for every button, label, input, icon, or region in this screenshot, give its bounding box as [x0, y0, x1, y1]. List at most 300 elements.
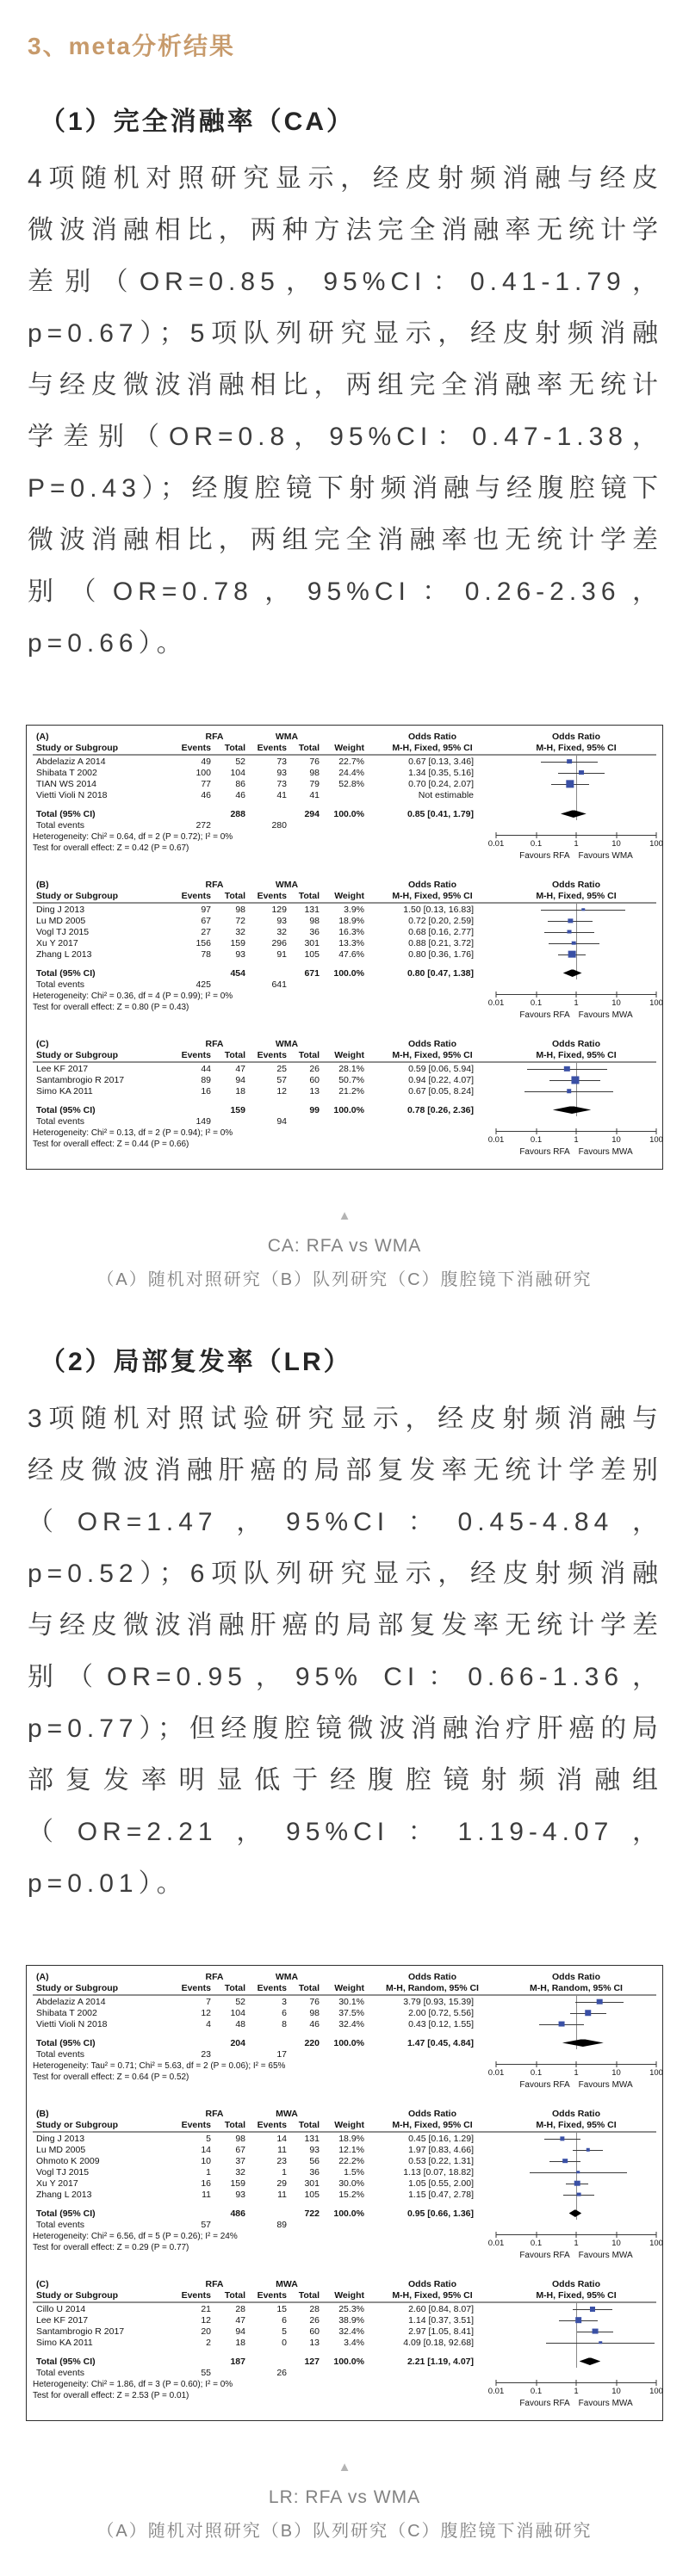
overall-effect-note: Test for overall effect: Z = 0.42 (P = 0.67): [33, 843, 189, 853]
group2-name: MWA: [276, 2278, 298, 2289]
table-cell: 4: [206, 2018, 211, 2029]
total-row: [33, 2037, 656, 2048]
axis-tick-label: 0.1: [530, 839, 543, 849]
figure-lr-caption-title: LR: RFA vs WMA: [268, 2487, 421, 2507]
footer-notes: [33, 831, 496, 866]
table-cell: 93: [276, 767, 287, 778]
axis-tick: [616, 991, 617, 998]
study-name: Xu Y 2017: [36, 937, 78, 948]
axis-tick-label: 10: [611, 998, 621, 1008]
table-cell: Weight: [334, 2120, 364, 2130]
table-cell: 6: [282, 2007, 287, 2018]
study-name: Shibata T 2002: [36, 2007, 97, 2018]
study-name: Abdelaziz A 2014: [36, 1996, 106, 2007]
study-row: [33, 2018, 656, 2029]
figure-lr-caption-note: （A）随机对照研究（B）队列研究（C）腹腔镜下消融研究: [96, 2522, 593, 2541]
axis-tick: [616, 2232, 617, 2238]
table-cell: Events: [181, 1983, 211, 1993]
effect-method-header: M-H, Fixed, 95% CI: [536, 1050, 617, 1060]
table-cell: 131: [304, 904, 320, 915]
summary-diamond: [561, 810, 587, 818]
table-cell: 36: [309, 926, 320, 937]
study-name: Lee KF 2017: [36, 2314, 89, 2326]
total-events-label: Total events: [36, 1115, 85, 1127]
table-cell: [496, 1115, 656, 1127]
table-cell: 98: [235, 2133, 245, 2144]
ci-text: 0.68 [0.16, 2.77]: [408, 926, 474, 937]
axis-tick: [616, 2380, 617, 2386]
log-axis: [487, 991, 663, 1025]
forest-section: [33, 1038, 663, 1162]
section-label: (B): [36, 879, 49, 890]
effect-square: [585, 2010, 592, 2017]
effect-square: [575, 2317, 582, 2324]
axis-tick: [496, 2232, 497, 2238]
ci-text: 2.00 [0.72, 5.56]: [408, 2007, 474, 2018]
table-cell: 13: [309, 1085, 320, 1096]
table-cell: 32.4%: [338, 2326, 364, 2337]
effect-square: [593, 2328, 599, 2334]
table-cell: 100.0%: [333, 1104, 364, 1115]
group2-name: WMA: [275, 879, 299, 890]
total-events-row: [33, 2219, 656, 2230]
section-footer: [33, 2060, 663, 2095]
odds-ratio-header: Odds Ratio: [407, 2108, 456, 2119]
axis-tick: [576, 2061, 577, 2067]
table-cell: 89: [276, 2219, 287, 2230]
ci-text: 0.59 [0.06, 5.94]: [408, 1063, 474, 1074]
section-label: (C): [36, 1038, 49, 1049]
effect-square: [577, 2171, 580, 2174]
effect-square: [567, 1089, 572, 1094]
effect-method-header: M-H, Fixed, 95% CI: [392, 2120, 473, 2130]
axis-tick-label: 0.1: [530, 2387, 543, 2396]
table-cell: 23: [201, 2048, 211, 2060]
overall-effect-note: Test for overall effect: Z = 0.80 (P = 0.43): [33, 1003, 189, 1012]
ci-text: 0.53 [0.22, 1.31]: [408, 2155, 474, 2166]
footer-notes: [33, 2379, 496, 2413]
odds-ratio-header: Odds Ratio: [551, 1038, 600, 1049]
column-header-row: [33, 742, 656, 756]
axis-tick: [496, 1128, 497, 1134]
total-label: Total (95% CI): [36, 967, 96, 979]
table-cell: 454: [230, 967, 245, 979]
table-cell: 91: [276, 948, 287, 960]
plot-cell: [496, 2356, 656, 2367]
group1-name: RFA: [205, 1971, 224, 1982]
table-cell: [496, 2219, 656, 2230]
table-cell: 93: [276, 915, 287, 926]
effect-method-header: M-H, Fixed, 95% CI: [392, 1050, 473, 1060]
summary-diamond: [553, 1106, 592, 1114]
total-events-row: [33, 1115, 656, 1127]
study-row: [33, 756, 656, 767]
table-cell: 77: [201, 778, 211, 789]
study-row: [33, 2133, 656, 2144]
table-cell: 100.0%: [333, 2208, 364, 2219]
table-cell: 3.4%: [344, 2337, 364, 2348]
figure-ca-caption-note: （A）随机对照研究（B）队列研究（C）腹腔镜下消融研究: [96, 1270, 593, 1289]
table-cell: 46: [235, 789, 245, 800]
heterogeneity-note: Heterogeneity: Chi² = 0.36, df = 4 (P = 0.99); I² = 0%: [33, 991, 233, 1001]
table-cell: 30.0%: [338, 2178, 364, 2189]
axis-tick: [536, 1128, 537, 1134]
section-label: (A): [36, 731, 49, 742]
table-cell: 11: [277, 2189, 287, 2200]
study-row: [33, 2144, 656, 2155]
table-cell: 12.1%: [338, 2144, 364, 2155]
table-cell: 24.4%: [338, 767, 364, 778]
table-cell: 26: [309, 2314, 320, 2326]
table-cell: 159: [230, 2178, 245, 2189]
total-events-label: Total events: [36, 979, 85, 990]
axis-tick: [576, 2232, 577, 2238]
study-name: TIAN WS 2014: [36, 778, 97, 789]
table-cell: 47.6%: [338, 948, 364, 960]
table-cell: 16.3%: [338, 926, 364, 937]
table-cell: 56: [309, 2155, 320, 2166]
ci-text: 0.43 [0.12, 1.55]: [408, 2018, 474, 2029]
favours-labels: Favours RFA Favours MWA: [519, 2251, 633, 2260]
total-events-row: [33, 2048, 656, 2060]
table-cell: 272: [196, 819, 211, 831]
table-cell: 44: [201, 1063, 211, 1074]
table-cell: 12: [201, 2314, 211, 2326]
table-cell: 86: [235, 778, 245, 789]
table-cell: 6: [282, 2314, 287, 2326]
axis-tick: [576, 2380, 577, 2386]
heterogeneity-note: Heterogeneity: Chi² = 0.64, df = 2 (P = 0.72); I² = 0%: [33, 832, 233, 842]
table-cell: 47: [235, 2314, 245, 2326]
study-row: [33, 904, 656, 915]
table-cell: 159: [230, 937, 245, 948]
table-cell: 5: [206, 2133, 211, 2144]
section-label: (C): [36, 2278, 49, 2289]
ci-text: 2.60 [0.84, 8.07]: [408, 2303, 474, 2314]
table-cell: 94: [276, 1115, 287, 1127]
table-cell: Study or Subgroup: [36, 1983, 119, 1993]
favours-labels: Favours RFA Favours MWA: [519, 2080, 633, 2090]
heterogeneity-note: Heterogeneity: Tau² = 0.71; Chi² = 5.63, df = 2 (P = 0.06); I² = 65%: [33, 2061, 286, 2071]
table-cell: 72: [235, 915, 245, 926]
effect-square: [559, 2021, 565, 2027]
table-cell: 100: [196, 767, 211, 778]
group1-name: RFA: [205, 2278, 224, 2289]
table-cell: 104: [230, 2007, 245, 2018]
total-ci-text: 0.80 [0.47, 1.38]: [407, 967, 474, 979]
table-cell: 11: [277, 2144, 287, 2155]
table-cell: 28: [309, 2303, 320, 2314]
overall-effect-note: Test for overall effect: Z = 0.64 (P = 0.52): [33, 2073, 189, 2082]
table-cell: Weight: [334, 1983, 364, 1993]
study-name: Abdelaziz A 2014: [36, 756, 106, 767]
table-cell: 32: [235, 2166, 245, 2178]
overall-effect-note: Test for overall effect: Z = 2.53 (P = 0.01): [33, 2391, 189, 2400]
table-cell: 41: [309, 789, 320, 800]
column-header-row: [33, 1049, 656, 1063]
group1-name: RFA: [205, 1038, 224, 1049]
table-cell: 15: [276, 2303, 287, 2314]
total-ci-text: 0.85 [0.41, 1.79]: [407, 808, 474, 819]
axis-tick-label: 0.1: [530, 2068, 543, 2078]
study-row: [33, 2303, 656, 2314]
heterogeneity-note: Heterogeneity: Chi² = 6.56, df = 5 (P = 0.26); I² = 24%: [33, 2232, 238, 2241]
effect-square: [590, 2306, 595, 2311]
effect-method-header: M-H, Random, 95% CI: [386, 1983, 479, 1993]
table-cell: 37: [235, 2155, 245, 2166]
study-name: Shibata T 2002: [36, 767, 97, 778]
study-name: Xu Y 2017: [36, 2178, 78, 2189]
table-cell: 30.1%: [338, 1996, 364, 2007]
table-cell: 98: [309, 767, 320, 778]
spacer-row: [33, 800, 656, 808]
table-cell: Study or Subgroup: [36, 1050, 119, 1060]
group-header-row: [33, 2108, 656, 2119]
table-cell: Events: [257, 743, 287, 753]
study-name: Vogl TJ 2015: [36, 926, 90, 937]
total-row: [33, 1104, 656, 1115]
ci-text: 4.09 [0.18, 92.68]: [403, 2337, 474, 2348]
study-row: [33, 2007, 656, 2018]
axis-tick: [536, 2380, 537, 2386]
effect-square: [564, 1066, 569, 1071]
table-cell: 48: [235, 2018, 245, 2029]
table-cell: Total: [224, 2290, 245, 2301]
table-cell: 67: [235, 2144, 245, 2155]
table-cell: 11: [202, 2189, 211, 2200]
effect-square: [597, 1998, 603, 2005]
table-cell: Weight: [334, 1050, 364, 1060]
figure-ca-caption-block: [26, 1209, 663, 1290]
effect-square: [599, 2341, 603, 2344]
favours-labels: Favours RFA Favours WMA: [519, 851, 633, 861]
study-row: [33, 2155, 656, 2166]
effect-square: [560, 2136, 564, 2140]
ci-text: 2.97 [1.05, 8.41]: [408, 2326, 474, 2337]
table-cell: Study or Subgroup: [36, 743, 119, 753]
axis-tick-label: 1: [574, 998, 579, 1008]
study-row: [33, 778, 656, 789]
table-cell: 27: [201, 926, 211, 937]
section-label: (A): [36, 1971, 49, 1982]
total-ci-text: 1.47 [0.45, 4.84]: [407, 2037, 474, 2048]
axis-tick: [616, 1128, 617, 1134]
total-label: Total (95% CI): [36, 2356, 96, 2367]
axis-tick: [496, 2061, 497, 2067]
total-events-label: Total events: [36, 2367, 85, 2378]
collapse-triangle-icon: ▲: [338, 1208, 351, 1223]
favours-labels: Favours RFA Favours MWA: [519, 1010, 633, 1020]
axis-tick: [576, 1128, 577, 1134]
axis-tick-label: 0.1: [530, 998, 543, 1008]
table-cell: 52.8%: [338, 778, 364, 789]
table-cell: 55: [201, 2367, 211, 2378]
axis-tick: [576, 991, 577, 998]
effect-square: [576, 2192, 580, 2196]
total-label: Total (95% CI): [36, 808, 96, 819]
total-events-row: [33, 819, 656, 831]
table-cell: Study or Subgroup: [36, 2120, 119, 2130]
subsection-ca-paragraph: 4项随机对照研究显示，经皮射频消融与经皮微波消融相比，两种方法完全消融率无统计学差别（OR=0.85，95%CI：0.41-1.79，p=0.67）；5项队列研究显示，经皮射频消融与经皮微波消融相比，两组完全消融率无统计学差别（OR=0.8，95%CI：0.47-1.38，P=0.43）；经腹腔镜下射频消融与经腹腔镜下微波消融相比，两组完全消融率也无统计学差别（OR=0.78，95%CI：0.26-2.36，p=0.66）。: [28, 164, 663, 658]
table-cell: 5: [282, 2326, 287, 2337]
group-header-row: [33, 731, 656, 742]
group1-name: RFA: [205, 2108, 224, 2119]
study-row: [33, 1063, 656, 1074]
table-cell: 25: [276, 1063, 287, 1074]
table-cell: 7: [206, 1996, 211, 2007]
odds-ratio-header: Odds Ratio: [551, 2108, 600, 2119]
odds-ratio-header: Odds Ratio: [407, 879, 456, 890]
table-cell: Total: [298, 1983, 320, 1993]
axis-tick-label: 100: [649, 998, 663, 1008]
column-header-row: [33, 890, 656, 904]
section-footer: [33, 1127, 663, 1162]
table-cell: 105: [304, 2189, 320, 2200]
table-cell: 52: [235, 1996, 245, 2007]
axis-tick-label: 0.1: [530, 2239, 543, 2248]
effect-method-header: M-H, Fixed, 95% CI: [536, 2120, 617, 2130]
axis-tick: [536, 2061, 537, 2067]
section-footer: [33, 831, 663, 866]
ci-text: 1.15 [0.47, 2.78]: [408, 2189, 474, 2200]
study-row: [33, 2326, 656, 2337]
forest-section: [33, 2108, 663, 2265]
axis-tick: [536, 2232, 537, 2238]
table-cell: 280: [271, 819, 287, 831]
table-cell: 3: [282, 1996, 287, 2007]
study-row: [33, 2314, 656, 2326]
ci-text: 3.79 [0.93, 15.39]: [403, 1996, 474, 2007]
table-cell: 2: [206, 2337, 211, 2348]
effect-method-header: M-H, Random, 95% CI: [530, 1983, 623, 1993]
section-footer: [33, 2379, 663, 2413]
table-cell: 131: [304, 2133, 320, 2144]
axis-tick-label: 100: [649, 2239, 663, 2248]
ci-text: 0.94 [0.22, 4.07]: [408, 1074, 474, 1085]
table-cell: Total: [224, 2120, 245, 2130]
forest-section: [33, 2278, 663, 2413]
log-axis: [487, 1127, 663, 1162]
table-cell: Events: [181, 2120, 211, 2130]
study-name: Santambrogio R 2017: [36, 1074, 125, 1085]
ci-text: 0.88 [0.21, 3.72]: [408, 937, 474, 948]
table-cell: 32.4%: [338, 2018, 364, 2029]
table-cell: 294: [304, 808, 320, 819]
table-cell: 76: [309, 1996, 320, 2007]
group-header-row: [33, 1971, 656, 1982]
group2-name: WMA: [275, 1971, 299, 1982]
table-cell: 98: [235, 904, 245, 915]
study-name: Simo KA 2011: [36, 2337, 93, 2348]
log-axis: [487, 2379, 663, 2413]
study-name: Zhang L 2013: [36, 2189, 92, 2200]
group-header-row: [33, 1038, 656, 1049]
table-cell: 28.1%: [338, 1063, 364, 1074]
ci-text: 1.50 [0.13, 16.83]: [403, 904, 474, 915]
group-header-row: [33, 879, 656, 890]
table-cell: 73: [276, 756, 287, 767]
axis-tick-label: 100: [649, 2068, 663, 2078]
axis-tick: [536, 832, 537, 838]
axis-tick: [496, 991, 497, 998]
table-cell: 57: [276, 1074, 287, 1085]
total-ci-text: 0.95 [0.66, 1.36]: [407, 2208, 474, 2219]
table-cell: 21: [201, 2303, 211, 2314]
table-cell: 94: [235, 2326, 245, 2337]
subsection-lr-heading: （2）局部复发率（LR）: [40, 1348, 352, 1376]
study-row: [33, 1074, 656, 1085]
column-header-row: [33, 2289, 656, 2303]
table-cell: Events: [181, 2290, 211, 2301]
table-cell: 46: [201, 789, 211, 800]
table-cell: 187: [230, 2356, 245, 2367]
table-cell: 60: [309, 1074, 320, 1085]
table-cell: Weight: [334, 891, 364, 901]
ci-text: 0.80 [0.36, 1.76]: [408, 948, 474, 960]
table-cell: Events: [257, 2290, 287, 2301]
study-name: Simo KA 2011: [36, 1085, 93, 1096]
total-label: Total (95% CI): [36, 2208, 96, 2219]
table-cell: Study or Subgroup: [36, 891, 119, 901]
table-cell: 57: [201, 2219, 211, 2230]
table-cell: [496, 979, 656, 990]
ci-text: 0.67 [0.05, 8.24]: [408, 1085, 474, 1096]
summary-diamond: [563, 969, 582, 977]
effect-square: [574, 2180, 580, 2186]
table-cell: Events: [257, 1050, 287, 1060]
effect-square: [568, 930, 572, 934]
table-cell: Total: [298, 891, 320, 901]
table-cell: 13.3%: [338, 937, 364, 948]
table-cell: Total: [298, 1050, 320, 1060]
study-row: [33, 767, 656, 778]
odds-ratio-header: Odds Ratio: [551, 1971, 600, 1982]
ci-text: 0.70 [0.24, 2.07]: [408, 778, 474, 789]
study-row: [33, 948, 656, 960]
table-cell: Total: [298, 2290, 320, 2301]
forest-section: [33, 1971, 663, 2095]
footer-notes: [33, 2060, 496, 2095]
ci-text: 0.45 [0.16, 1.29]: [408, 2133, 474, 2144]
table-cell: Total: [298, 743, 320, 753]
table-cell: 37.5%: [338, 2007, 364, 2018]
table-cell: Total: [224, 1050, 245, 1060]
effect-square: [568, 918, 573, 923]
table-cell: 100.0%: [333, 2356, 364, 2367]
table-cell: 16: [201, 1085, 211, 1096]
study-name: Cillo U 2014: [36, 2303, 86, 2314]
column-header-row: [33, 2119, 656, 2133]
table-cell: 46: [309, 2018, 320, 2029]
footer-notes: [33, 1127, 496, 1162]
total-ci-text: 2.21 [1.19, 4.07]: [407, 2356, 474, 2367]
table-cell: 18.9%: [338, 915, 364, 926]
footer-notes: [33, 991, 496, 1025]
study-name: Zhang L 2013: [36, 948, 92, 960]
table-cell: 12: [201, 2007, 211, 2018]
axis-tick-label: 0.01: [487, 1135, 505, 1145]
table-cell: 159: [230, 1104, 245, 1115]
figure-lr-caption-block: [26, 2461, 663, 2542]
table-cell: 25.3%: [338, 2303, 364, 2314]
table-cell: 17: [276, 2048, 287, 2060]
study-row: [33, 1085, 656, 1096]
table-cell: 94: [235, 1074, 245, 1085]
plot-cell: [496, 2208, 656, 2219]
heterogeneity-note: Heterogeneity: Chi² = 1.86, df = 3 (P = 0.60); I² = 0%: [33, 2380, 233, 2389]
table-cell: 127: [304, 2356, 320, 2367]
table-cell: 97: [201, 904, 211, 915]
